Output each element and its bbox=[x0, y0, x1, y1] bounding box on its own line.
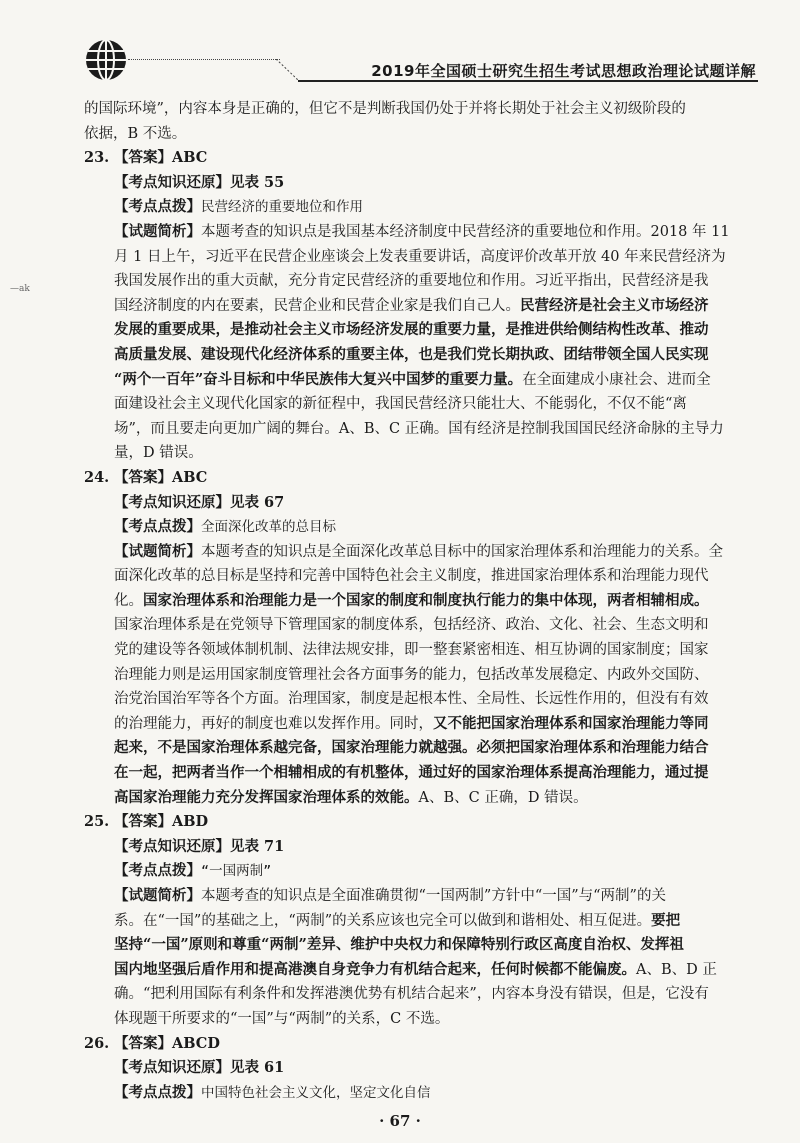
analysis-bold: 国内地坚强后盾作用和提高港澳自身竞争力有机结合起来，任何时候都不能偏废。 bbox=[114, 960, 636, 978]
answer-label: 【答案】ABCD bbox=[114, 1034, 220, 1052]
analysis-bold: 高质量发展、建设现代化经济体系的重要主体，也是我们党长期执政、团结带领全国人民实现 bbox=[114, 345, 709, 363]
analysis-line: 党的建设等各领域体制机制、法律法规安排，即一整套紧密相连、相互协调的国家制度；国家 bbox=[114, 642, 709, 659]
analysis-line: 面深化改革的总目标是坚持和完善中国特色社会主义制度，推进国家治理体系和治理能力现代 bbox=[114, 568, 709, 585]
q26-reference: 【考点知识还原】见表 61 bbox=[114, 1059, 285, 1077]
q25-answer-line bbox=[84, 810, 756, 835]
analysis-label: 【试题简析】 bbox=[114, 222, 201, 240]
analysis-line: 量，D 错误。 bbox=[114, 445, 203, 462]
analysis-line: 本题考查的知识点是全面准确贯彻“一国两制”方针中“一国”与“两制”的关 bbox=[201, 888, 666, 904]
analysis-bold: “两个一百年”奋斗目标和中华民族伟大复兴中国梦的重要力量。 bbox=[114, 370, 523, 388]
analysis-bold: 国家治理体系和治理能力是一个国家的制度和制度执行能力的集中体现，两者相辅相成。 bbox=[143, 591, 709, 609]
q24-answer-line bbox=[84, 466, 756, 491]
analysis-label: 【试题简析】 bbox=[114, 542, 201, 560]
analysis-line: 治理能力则是运用国家制度管理社会各方面事务的能力，包括改革发展稳定、内政外交国防、 bbox=[114, 666, 709, 683]
answer-label: 【答案】ABD bbox=[114, 813, 209, 831]
q26-answer-line bbox=[84, 1032, 756, 1057]
header-dotted-line bbox=[128, 59, 280, 60]
intro-line: 依据，B 不选。 bbox=[84, 125, 187, 142]
question-number: 26. bbox=[84, 1034, 110, 1052]
analysis-bold: 坚持“一国”原则和尊重“两制”差异、维护中央权力和保障特别行政区高度自治权、发挥祖 bbox=[114, 936, 684, 954]
analysis-line: 国家治理体系是在党领导下管理国家的制度体系，包括经济、政治、文化、社会、生态文明和 bbox=[114, 617, 709, 634]
margin-scan-mark: —ak bbox=[10, 284, 30, 294]
analysis-line: 确。“把利用国际有利条件和发挥港澳优势有机结合起来”，内容本身没有错误，但是，它没有 bbox=[114, 986, 709, 1003]
q25-tip bbox=[84, 859, 756, 884]
tip-label: 【考点点拨】 bbox=[114, 862, 201, 880]
analysis-bold: 高国家治理能力充分发挥国家治理体系的效能。 bbox=[114, 788, 419, 806]
q23-tip bbox=[84, 195, 756, 220]
q23-reference: 【考点知识还原】见表 55 bbox=[114, 173, 285, 191]
analysis-line: 本题考查的知识点是我国基本经济制度中民营经济的重要地位和作用。2018 年 11 bbox=[201, 223, 730, 240]
q23-answer-line bbox=[84, 146, 756, 171]
answer-label: 【答案】ABC bbox=[114, 149, 208, 167]
q23-analysis bbox=[84, 220, 756, 466]
page-content bbox=[84, 97, 756, 1105]
tip-text: 全面深化改革的总目标 bbox=[201, 519, 336, 536]
header-diagonal-line bbox=[276, 59, 298, 81]
analysis-line: 场”，而且要走向更加广阔的舞台。A、B、C 正确。国有经济是控制我国国民经济命脉的主导力 bbox=[114, 420, 724, 437]
analysis-line: 在全面建成小康社会、进而全 bbox=[522, 371, 711, 388]
analysis-bold: 在一起，把两者当作一个相辅相成的有机整体，通过好的国家治理体系提高治理能力，通过提 bbox=[114, 764, 709, 782]
analysis-line: 月 1 日上午，习近平在民营企业座谈会上发表重要讲话，高度评价改革开放 40 年来民营经济为 bbox=[114, 248, 726, 265]
q24-analysis bbox=[84, 540, 756, 811]
running-header-title: 2019年全国硕士研究生招生考试思想政治理论试题详解 bbox=[371, 62, 756, 80]
analysis-line: 国经济制度的内在要素，民营企业和民营企业家是我们自己人。 bbox=[114, 297, 520, 314]
analysis-line: A、B、C 正确，D 错误。 bbox=[418, 789, 588, 806]
tip-text: 中国特色社会主义文化，坚定文化自信 bbox=[201, 1084, 431, 1101]
analysis-bold: 又不能把国家治理体系和国家治理能力等同 bbox=[433, 714, 709, 732]
analysis-bold: 要把 bbox=[651, 911, 681, 929]
analysis-bold: 民营经济是社会主义市场经济 bbox=[520, 296, 709, 314]
globe-logo-icon bbox=[84, 38, 128, 82]
analysis-line: 化。 bbox=[114, 592, 143, 609]
analysis-line: 治党治国治军等各个方面。治理国家，制度是起根本性、全局性、长远性作用的，但没有有效 bbox=[114, 691, 709, 708]
tip-text: “一国两制” bbox=[201, 863, 272, 880]
analysis-line: 面建设社会主义现代化国家的新征程中，我国民营经济只能壮大、不能弱化，不仅不能“离 bbox=[114, 396, 687, 413]
analysis-line: 的治理能力，再好的制度也难以发挥作用。同时， bbox=[114, 715, 433, 732]
analysis-line: 系。在“一国”的基础之上，“两制”的关系应该也完全可以做到和谐相处、相互促进。 bbox=[114, 912, 652, 929]
q25-reference: 【考点知识还原】见表 71 bbox=[114, 837, 285, 855]
analysis-line: 我国发展作出的重大贡献，充分肯定民营经济的重要地位和作用。习近平指出，民营经济是我 bbox=[114, 273, 709, 290]
tip-text: 民营经济的重要地位和作用 bbox=[201, 199, 363, 216]
q24-tip bbox=[84, 515, 756, 540]
answer-label: 【答案】ABC bbox=[114, 468, 208, 486]
page-number: · 67 · bbox=[379, 1112, 421, 1130]
analysis-line: A、B、D 正 bbox=[636, 961, 717, 978]
question-number: 23. bbox=[84, 149, 110, 167]
q24-reference: 【考点知识还原】见表 67 bbox=[114, 493, 285, 511]
analysis-bold: 发展的重要成果，是推动社会主义市场经济发展的重要力量，是推进供给侧结构性改革、推动 bbox=[114, 321, 709, 339]
analysis-label: 【试题简析】 bbox=[114, 887, 201, 904]
tip-label: 【考点点拨】 bbox=[114, 518, 201, 536]
analysis-line: 体现题干所要求的“一国”与“两制”的关系，C 不选。 bbox=[114, 1010, 450, 1027]
question-number: 25. bbox=[84, 813, 110, 831]
tip-label: 【考点点拨】 bbox=[114, 1083, 201, 1101]
tip-label: 【考点点拨】 bbox=[114, 198, 201, 216]
q25-analysis bbox=[84, 884, 756, 1032]
analysis-bold: 起来，不是国家治理体系越完备，国家治理能力就越强。必须把国家治理体系和治理能力结合 bbox=[114, 739, 709, 757]
q26-tip bbox=[84, 1081, 756, 1106]
analysis-line: 本题考查的知识点是全面深化改革总目标中的国家治理体系和治理能力的关系。全 bbox=[201, 543, 723, 560]
intro-line: 的国际环境”，内容本身是正确的，但它不是判断我国仍处于并将长期处于社会主义初级阶段的 bbox=[84, 101, 686, 117]
question-number: 24. bbox=[84, 468, 110, 486]
